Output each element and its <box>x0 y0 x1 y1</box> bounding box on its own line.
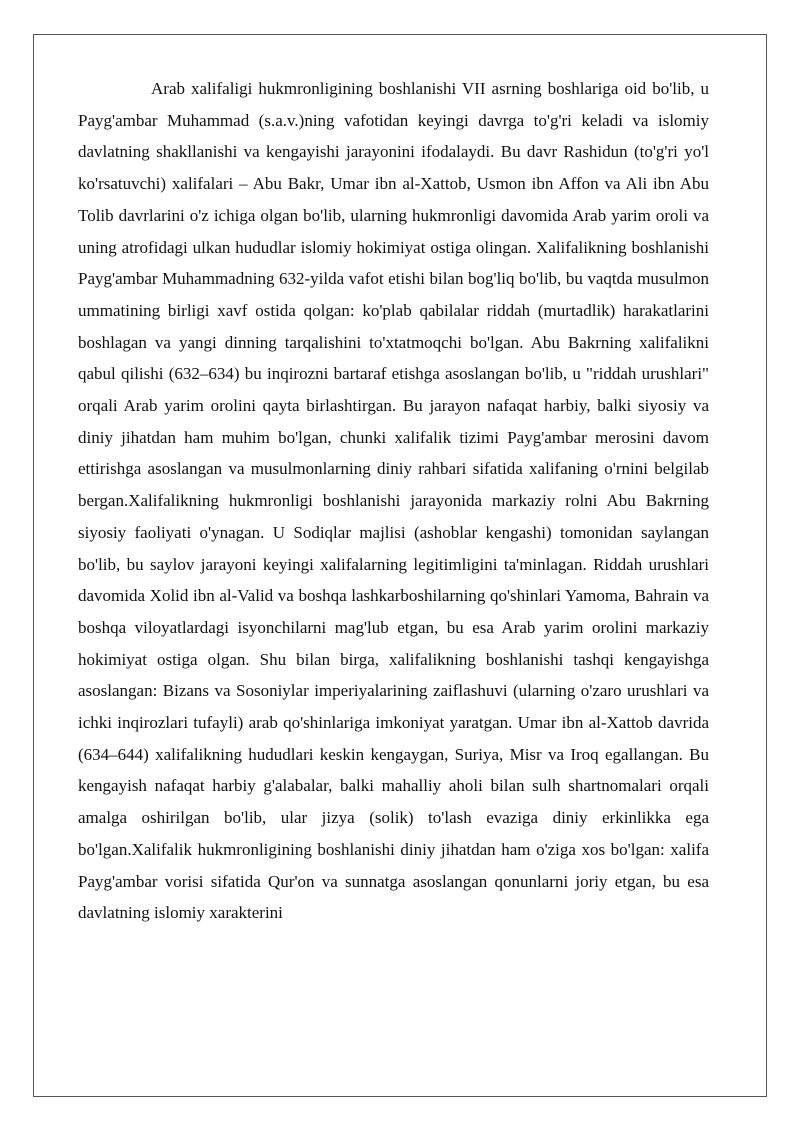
body-paragraph: Arab xalifaligi hukmronligining boshlanishi VII asrning boshlariga oid bo'lib, u Payg'ambar Muhammad (s.a.v.)ning vafotidan keyingi davrga to'g'ri keladi va islomiy davlatning shakllanishi va kengayishi jarayonini ifodalaydi. Bu davr Rashidun (to'g'ri yo'l ko'rsatuvchi) xalifalari – Abu Bakr, Umar ibn al-Xattob, Usmon ibn Affon va Ali ibn Abu Tolib davrlarini o'z ichiga olgan bo'lib, ularning hukmronligi davomida Arab yarim oroli va uning atrofidagi ulkan hududlar islomiy hokimiyat ostiga olingan. Xalifalikning boshlanishi Payg'ambar Muhammadning 632-yilda vafot etishi bilan bog'liq bo'lib, bu vaqtda musulmon ummatining birligi xavf ostida qolgan: ko'plab qabilalar riddah (murtadlik) harakatlarini boshlagan va yangi dinning tarqalishini to'xtatmoqchi bo'lgan. Abu Bakrning xalifalikni qabul qilishi (632–634) bu inqirozni bartaraf etishga asoslangan bo'lib, u "riddah urushlari" orqali Arab yarim orolini qayta birlashtirgan. Bu jarayon nafaqat harbiy, balki siyosiy va diniy jihatdan ham muhim bo'lgan, chunki xalifalik tizimi Payg'ambar merosini davom ettirishga asoslangan va musulmonlarning diniy rahbari sifatida xalifaning o'rnini belgilab bergan.Xalifalikning hukmronligi boshlanishi jarayonida markaziy rolni Abu Bakrning siyosiy faoliyati o'ynagan. U Sodiqlar majlisi (ashoblar kengashi) tomonidan saylangan bo'lib, bu saylov jarayoni keyingi xalifalarning legitimligini ta'minlagan. Riddah urushlari davomida Xolid ibn al-Valid va boshqa lashkarboshilarning qo'shinlari Yamoma, Bahrain va boshqa viloyatlardagi isyonchilarni mag'lub etgan, bu esa Arab yarim orolini markaziy hokimiyat ostiga olgan. Shu bilan birga, xalifalikning boshlanishi tashqi kengayishga asoslangan: Bizans va Sosoniylar imperiyalarining zaiflashuvi (ularning o'zaro urushlari va ichki inqirozlari tufayli) arab qo'shinlariga imkoniyat yaratgan. Umar ibn al-Xattob davrida (634–644) xalifalikning hududlari keskin kengaygan, Suriya, Misr va Iroq egallangan. Bu kengayish nafaqat harbiy g'alabalar, balki mahalliy aholi bilan sulh shartnomalari orqali amalga oshirilgan bo'lib, ular jizya (solik) to'lash evaziga diniy erkinlikka ega bo'lgan.Xalifalik hukmronligining boshlanishi diniy jihatdan ham o'ziga xos bo'lgan: xalifa Payg'ambar vorisi sifatida Qur'on va sunnatga asoslangan qonunlarni joriy etgan, bu esa davlatning islomiy xarakterini <box>78 79 709 923</box>
